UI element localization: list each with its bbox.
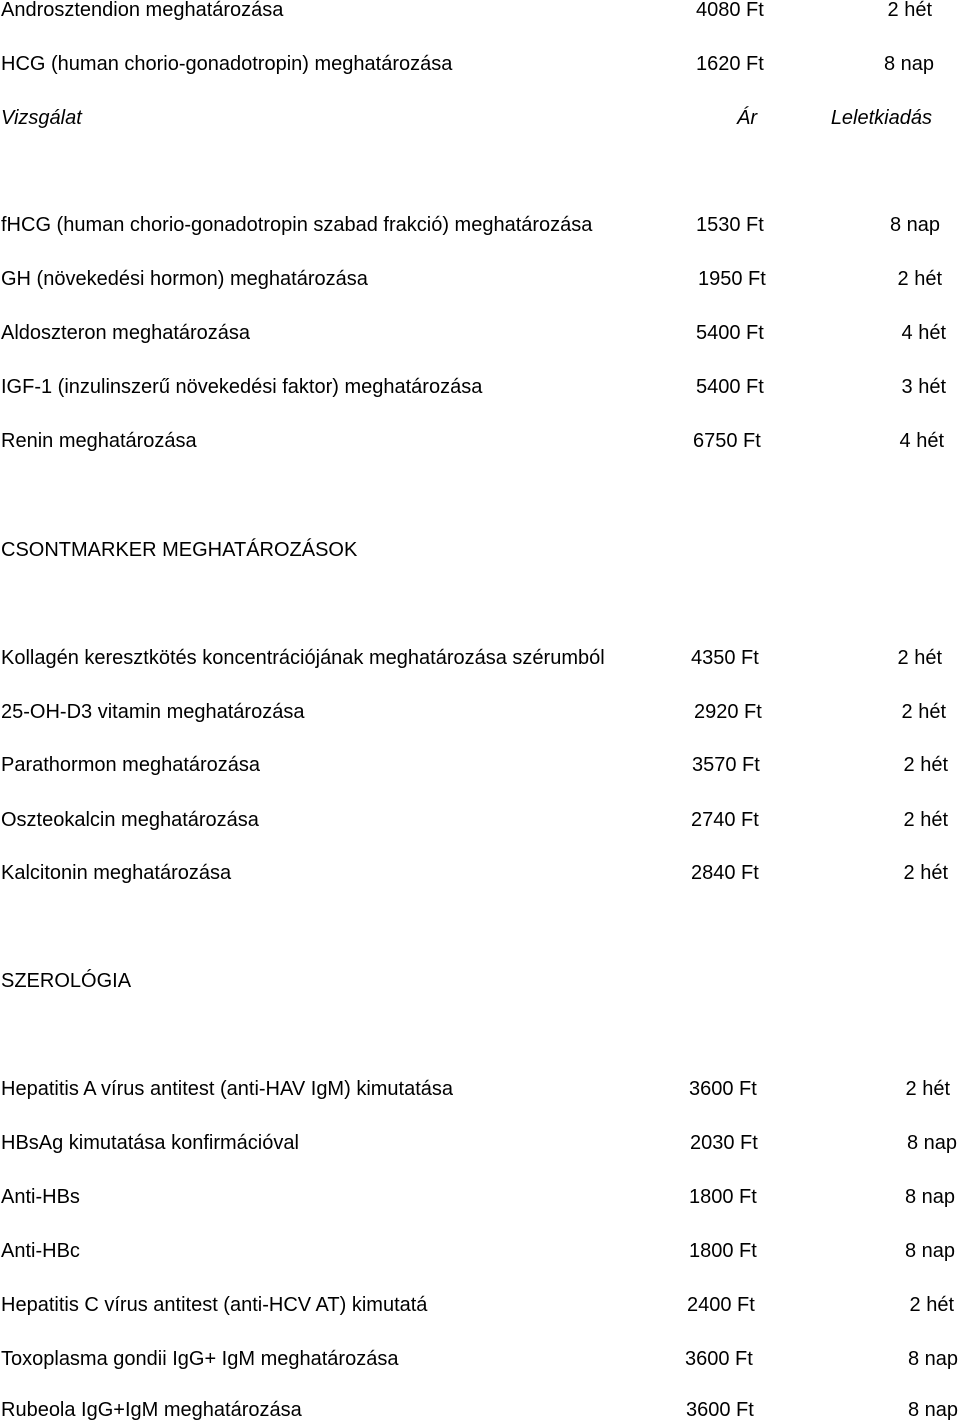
test-price: 1620 Ft bbox=[696, 53, 764, 75]
test-turnaround: 2 hét bbox=[887, 0, 932, 21]
test-name: Renin meghatározása bbox=[1, 430, 197, 452]
test-price: 3600 Ft bbox=[686, 1399, 754, 1421]
section-heading bbox=[0, 536, 960, 564]
test-name: Aldoszteron meghatározása bbox=[1, 322, 251, 344]
test-name: Kalcitonin meghatározása bbox=[1, 862, 232, 884]
test-turnaround: 3 hét bbox=[901, 376, 946, 398]
test-name: Parathormon meghatározása bbox=[1, 754, 261, 776]
test-name: GH (növekedési hormon) meghatározása bbox=[1, 268, 368, 290]
test-price: 4080 Ft bbox=[696, 0, 764, 21]
test-turnaround: 8 nap bbox=[904, 1186, 955, 1208]
test-price: 3600 Ft bbox=[689, 1078, 757, 1100]
table-row bbox=[0, 751, 960, 779]
test-name: HBsAg kimutatása konfirmációval bbox=[1, 1132, 299, 1154]
section-heading bbox=[0, 967, 960, 995]
test-turnaround: 2 hét bbox=[897, 647, 942, 669]
test-turnaround: 8 nap bbox=[906, 1132, 957, 1154]
table-row bbox=[0, 427, 960, 455]
table-header bbox=[0, 104, 960, 132]
test-turnaround: 2 hét bbox=[903, 809, 948, 831]
test-price: 3570 Ft bbox=[692, 754, 760, 776]
test-price: 1530 Ft bbox=[696, 214, 764, 236]
table-row bbox=[0, 806, 960, 834]
test-price: 5400 Ft bbox=[696, 322, 764, 344]
table-row bbox=[0, 644, 960, 672]
table-row bbox=[0, 373, 960, 401]
test-name: fHCG (human chorio-gonadotropin szabad frakció) meghatározása bbox=[1, 214, 593, 236]
test-name: Rubeola IgG+IgM meghatározása bbox=[1, 1399, 302, 1421]
header-price: Ár bbox=[737, 107, 757, 129]
test-name: Oszteokalcin meghatározása bbox=[1, 809, 259, 831]
test-turnaround: 4 hét bbox=[899, 430, 944, 452]
test-price: 4350 Ft bbox=[691, 647, 759, 669]
test-name: Toxoplasma gondii IgG+ IgM meghatározása bbox=[1, 1348, 399, 1370]
test-turnaround: 2 hét bbox=[897, 268, 942, 290]
section-title-bone-markers: CSONTMARKER MEGHATÁROZÁSOK bbox=[1, 539, 358, 561]
test-turnaround: 2 hét bbox=[903, 754, 948, 776]
table-row bbox=[0, 698, 960, 726]
table-row bbox=[0, 0, 960, 24]
table-row bbox=[0, 265, 960, 293]
test-turnaround: 2 hét bbox=[901, 701, 946, 723]
table-row bbox=[0, 1345, 960, 1373]
test-turnaround: 8 nap bbox=[907, 1348, 958, 1370]
test-turnaround: 2 hét bbox=[905, 1078, 950, 1100]
test-price: 3600 Ft bbox=[685, 1348, 753, 1370]
test-turnaround: 8 nap bbox=[883, 53, 934, 75]
table-row bbox=[0, 50, 960, 78]
test-price: 2840 Ft bbox=[691, 862, 759, 884]
table-row bbox=[0, 1291, 960, 1319]
test-name: Hepatitis A vírus antitest (anti-HAV IgM) kimutatása bbox=[1, 1078, 454, 1100]
test-price: 2920 Ft bbox=[694, 701, 762, 723]
test-price: 1800 Ft bbox=[689, 1186, 757, 1208]
table-row bbox=[0, 1183, 960, 1211]
test-name: Androsztendion meghatározása bbox=[1, 0, 284, 21]
test-turnaround: 8 nap bbox=[907, 1399, 958, 1421]
test-name: HCG (human chorio-gonadotropin) meghatározása bbox=[1, 53, 453, 75]
test-price: 2740 Ft bbox=[691, 809, 759, 831]
header-test: Vizsgálat bbox=[1, 107, 82, 129]
table-row bbox=[0, 1396, 960, 1424]
test-price: 1950 Ft bbox=[698, 268, 766, 290]
table-row bbox=[0, 1237, 960, 1265]
test-name: Kollagén keresztkötés koncentrációjának meghatározása szérumból bbox=[1, 647, 605, 669]
test-price: 5400 Ft bbox=[696, 376, 764, 398]
header-turnaround: Leletkiadás bbox=[830, 107, 932, 129]
section-title-serology: SZEROLÓGIA bbox=[1, 970, 132, 992]
test-turnaround: 4 hét bbox=[901, 322, 946, 344]
test-turnaround: 8 nap bbox=[889, 214, 940, 236]
test-price: 2400 Ft bbox=[687, 1294, 755, 1316]
table-row bbox=[0, 1129, 960, 1157]
test-name: Hepatitis C vírus antitest (anti-HCV AT) kimutatá bbox=[1, 1294, 428, 1316]
test-name: Anti-HBs bbox=[1, 1186, 80, 1208]
table-row bbox=[0, 319, 960, 347]
table-row bbox=[0, 211, 960, 239]
test-name: Anti-HBc bbox=[1, 1240, 80, 1262]
test-price: 6750 Ft bbox=[693, 430, 761, 452]
test-turnaround: 2 hét bbox=[909, 1294, 954, 1316]
test-name: IGF-1 (inzulinszerű növekedési faktor) meghatározása bbox=[1, 376, 483, 398]
test-turnaround: 2 hét bbox=[903, 862, 948, 884]
test-price: 1800 Ft bbox=[689, 1240, 757, 1262]
table-row bbox=[0, 859, 960, 887]
test-price: 2030 Ft bbox=[690, 1132, 758, 1154]
test-turnaround: 8 nap bbox=[904, 1240, 955, 1262]
table-row bbox=[0, 1075, 960, 1103]
test-name: 25-OH-D3 vitamin meghatározása bbox=[1, 701, 305, 723]
